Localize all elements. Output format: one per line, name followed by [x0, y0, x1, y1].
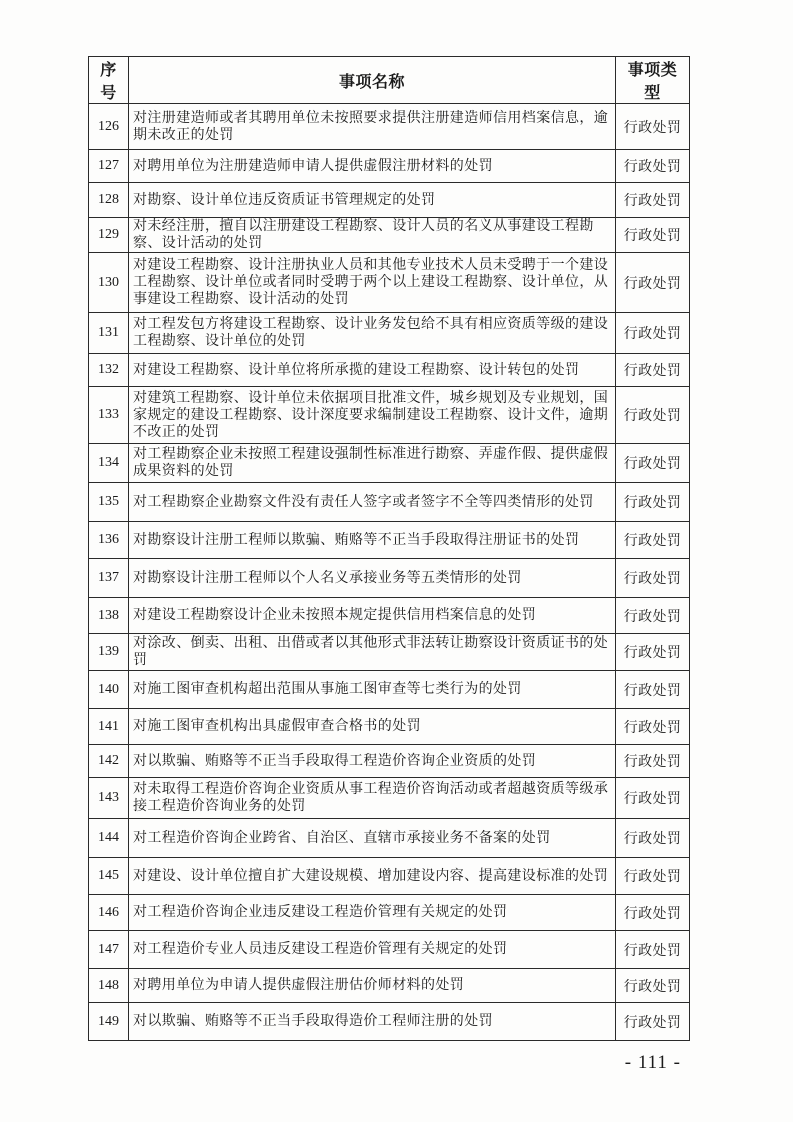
row-item-name: 对聘用单位为申请人提供虚假注册估价师材料的处罚 — [129, 969, 616, 1003]
row-item-type: 行政处罚 — [616, 313, 690, 354]
table-row — [89, 559, 690, 598]
row-item-type: 行政处罚 — [616, 444, 690, 483]
row-serial-number: 138 — [89, 598, 129, 634]
row-item-name: 对建设、设计单位擅自扩大建设规模、增加建设内容、提高建设标准的处罚 — [129, 858, 616, 895]
table-row — [89, 634, 690, 671]
row-serial-number: 130 — [89, 253, 129, 313]
row-item-name: 对工程造价专业人员违反建设工程造价管理有关规定的处罚 — [129, 931, 616, 969]
row-serial-number: 144 — [89, 819, 129, 858]
administrative-matters-table — [88, 56, 690, 1041]
row-item-name: 对以欺骗、贿赂等不正当手段取得工程造价咨询企业资质的处罚 — [129, 745, 616, 778]
row-item-name: 对工程造价咨询企业跨省、自治区、直辖市承接业务不备案的处罚 — [129, 819, 616, 858]
row-item-name: 对工程发包方将建设工程勘察、设计业务发包给不具有相应资质等级的建设工程勘察、设计单位的处罚 — [129, 313, 616, 354]
row-item-type: 行政处罚 — [616, 634, 690, 671]
row-item-name: 对建设工程勘察、设计注册执业人员和其他专业技术人员未受聘于一个建设工程勘察、设计单位或者同时受聘于两个以上建设工程勘察、设计单位，从事建设工程勘察、设计活动的处罚 — [129, 253, 616, 313]
row-item-type: 行政处罚 — [616, 969, 690, 1003]
row-item-type: 行政处罚 — [616, 671, 690, 709]
table-row — [89, 183, 690, 218]
row-item-type: 行政处罚 — [616, 709, 690, 745]
table-row — [89, 598, 690, 634]
row-serial-number: 143 — [89, 778, 129, 819]
row-serial-number: 135 — [89, 483, 129, 522]
table-header-row — [89, 57, 690, 104]
row-item-name: 对建设工程勘察、设计单位将所承揽的建设工程勘察、设计转包的处罚 — [129, 354, 616, 387]
row-item-name: 对建筑工程勘察、设计单位未依据项目批准文件，城乡规划及专业规划，国家规定的建设工程勘察、设计深度要求编制建设工程勘察、设计文件，逾期不改正的处罚 — [129, 387, 616, 444]
table-row — [89, 218, 690, 253]
table-body — [89, 104, 690, 1041]
table-row — [89, 150, 690, 183]
row-serial-number: 128 — [89, 183, 129, 218]
row-item-type: 行政处罚 — [616, 150, 690, 183]
table-row — [89, 483, 690, 522]
row-serial-number: 142 — [89, 745, 129, 778]
table-row — [89, 745, 690, 778]
header-item-type: 事项类型 — [616, 57, 690, 104]
row-item-type: 行政处罚 — [616, 183, 690, 218]
row-serial-number: 146 — [89, 895, 129, 931]
table-row — [89, 253, 690, 313]
row-item-type: 行政处罚 — [616, 931, 690, 969]
row-item-name: 对工程勘察企业勘察文件没有责任人签字或者签字不全等四类情形的处罚 — [129, 483, 616, 522]
header-item-name: 事项名称 — [129, 57, 616, 104]
row-serial-number: 133 — [89, 387, 129, 444]
row-item-type: 行政处罚 — [616, 745, 690, 778]
row-serial-number: 129 — [89, 218, 129, 253]
row-serial-number: 145 — [89, 858, 129, 895]
row-serial-number: 131 — [89, 313, 129, 354]
row-serial-number: 137 — [89, 559, 129, 598]
row-serial-number: 148 — [89, 969, 129, 1003]
row-item-type: 行政处罚 — [616, 354, 690, 387]
row-item-name: 对以欺骗、贿赂等不正当手段取得造价工程师注册的处罚 — [129, 1003, 616, 1041]
row-item-type: 行政处罚 — [616, 559, 690, 598]
table-row — [89, 895, 690, 931]
table-row — [89, 931, 690, 969]
row-item-name: 对施工图审查机构超出范围从事施工图审查等七类行为的处罚 — [129, 671, 616, 709]
page-number: - 111 - — [624, 1052, 681, 1073]
table-row — [89, 858, 690, 895]
row-serial-number: 127 — [89, 150, 129, 183]
row-item-type: 行政处罚 — [616, 522, 690, 559]
row-item-type: 行政处罚 — [616, 253, 690, 313]
row-item-name: 对涂改、倒卖、出租、出借或者以其他形式非法转让勘察设计资质证书的处罚 — [129, 634, 616, 671]
row-item-name: 对勘察设计注册工程师以个人名义承接业务等五类情形的处罚 — [129, 559, 616, 598]
table-row — [89, 522, 690, 559]
row-serial-number: 149 — [89, 1003, 129, 1041]
row-item-name: 对未经注册，擅自以注册建设工程勘察、设计人员的名义从事建设工程勘察、设计活动的处罚 — [129, 218, 616, 253]
row-item-name: 对施工图审查机构出具虚假审查合格书的处罚 — [129, 709, 616, 745]
row-serial-number: 140 — [89, 671, 129, 709]
table-row — [89, 709, 690, 745]
table-row — [89, 671, 690, 709]
row-item-name: 对工程勘察企业未按照工程建设强制性标准进行勘察、弄虚作假、提供虚假成果资料的处罚 — [129, 444, 616, 483]
row-item-name: 对聘用单位为注册建造师申请人提供虚假注册材料的处罚 — [129, 150, 616, 183]
table-row — [89, 444, 690, 483]
row-item-type: 行政处罚 — [616, 598, 690, 634]
row-serial-number: 136 — [89, 522, 129, 559]
row-item-type: 行政处罚 — [616, 819, 690, 858]
table-row — [89, 354, 690, 387]
table-row — [89, 387, 690, 444]
row-serial-number: 141 — [89, 709, 129, 745]
row-serial-number: 139 — [89, 634, 129, 671]
row-item-name: 对工程造价咨询企业违反建设工程造价管理有关规定的处罚 — [129, 895, 616, 931]
row-item-name: 对未取得工程造价咨询企业资质从事工程造价咨询活动或者超越资质等级承接工程造价咨询业务的处罚 — [129, 778, 616, 819]
table-row — [89, 1003, 690, 1041]
row-item-name: 对勘察设计注册工程师以欺骗、贿赂等不正当手段取得注册证书的处罚 — [129, 522, 616, 559]
row-item-type: 行政处罚 — [616, 858, 690, 895]
row-item-type: 行政处罚 — [616, 218, 690, 253]
row-item-type: 行政处罚 — [616, 387, 690, 444]
row-item-name: 对建设工程勘察设计企业未按照本规定提供信用档案信息的处罚 — [129, 598, 616, 634]
row-item-type: 行政处罚 — [616, 778, 690, 819]
row-serial-number: 134 — [89, 444, 129, 483]
table-row — [89, 313, 690, 354]
table-row — [89, 819, 690, 858]
row-serial-number: 126 — [89, 104, 129, 150]
row-item-name: 对注册建造师或者其聘用单位未按照要求提供注册建造师信用档案信息，逾期未改正的处罚 — [129, 104, 616, 150]
row-serial-number: 132 — [89, 354, 129, 387]
table-row — [89, 778, 690, 819]
header-serial-number: 序号 — [89, 57, 129, 104]
row-serial-number: 147 — [89, 931, 129, 969]
row-item-name: 对勘察、设计单位违反资质证书管理规定的处罚 — [129, 183, 616, 218]
table-row — [89, 969, 690, 1003]
row-item-type: 行政处罚 — [616, 895, 690, 931]
row-item-type: 行政处罚 — [616, 104, 690, 150]
row-item-type: 行政处罚 — [616, 1003, 690, 1041]
row-item-type: 行政处罚 — [616, 483, 690, 522]
table-row — [89, 104, 690, 150]
